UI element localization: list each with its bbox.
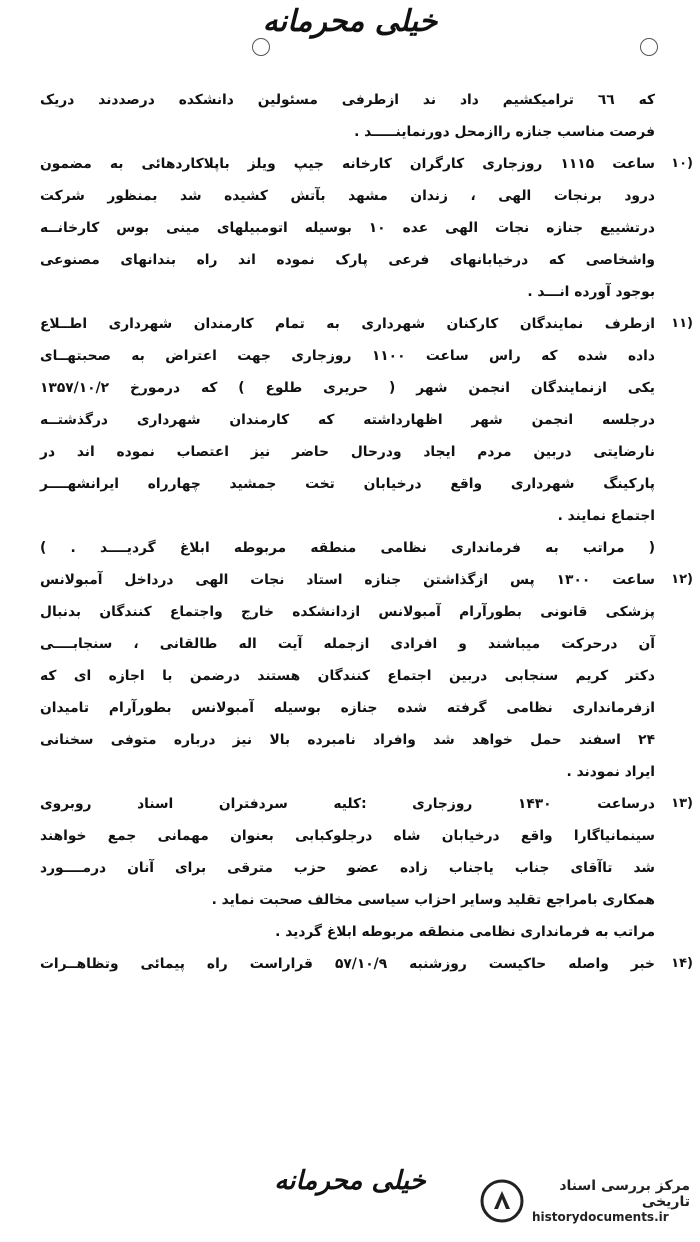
line-text: ازفرمانداری نظامی گرفته شده جنازه بوسیله آمبولانس بطورآرام تامیدان: [40, 700, 655, 716]
line-text: درتشییع جنازه نجات الهی عده ۱۰ بوسیله اتومبیلهای مینی بوس کارخانــه: [40, 220, 655, 236]
text-line: [40, 308, 693, 340]
text-line: [40, 724, 655, 756]
text-line: [40, 116, 655, 148]
line-text: فرصت مناسب جنازه راازمحل دورنماینـــــد .: [354, 124, 655, 140]
text-line: [40, 212, 655, 244]
text-line: [40, 340, 655, 372]
item-number: (۱۱: [671, 316, 693, 331]
line-text: داده شده که راس ساعت ۱۱۰۰ روزجاری جهت اعتراض به صحبتهــای: [40, 348, 655, 364]
text-line: [40, 468, 655, 500]
line-text: یکی ازنمایندگان انجمن شهر ( حریری طلوع ) که درمورخ ۱۳۵۷/۱۰/۲: [40, 380, 655, 396]
line-text: درساعت ۱۴۳۰ روزجاری :کلیه سردفتران اسناد روبروی: [40, 796, 655, 812]
line-text: ۲۴ اسفند حمل خواهد شد وافراد نامبرده بالا نیز درباره متوفی سخنانی: [40, 732, 655, 748]
line-text: نارضایتی دربین مردم ایجاد ودرحال حاضر نیز اعتصاب نموده اند در: [40, 444, 655, 460]
line-text: ایراد نمودند .: [566, 764, 655, 780]
text-line: [40, 276, 655, 308]
watermark-url: historydocuments.ir: [532, 1210, 669, 1224]
classification-stamp-top: خیلی محرمانه: [262, 4, 438, 39]
text-line: [40, 180, 655, 212]
text-line: [40, 84, 655, 116]
line-text: مراتب به فرمانداری نظامی منطقه مربوطه ابلاغ گردید .: [275, 924, 655, 940]
punch-hole-mark: [252, 38, 270, 56]
line-text: بوجود آورده انـــد .: [527, 284, 655, 300]
archive-watermark: [480, 1168, 690, 1234]
text-line: [40, 692, 655, 724]
line-text: دکتر کریم سنجابی دربین اجتماع کنندگان هستند درضمن با اجازه ای که: [40, 668, 655, 684]
text-line: [40, 788, 693, 820]
line-text: واشخاصی که درخیابانهای فرعی پارک نموده اند راه بندانهای مصنوعی: [40, 252, 655, 268]
text-line: [40, 660, 655, 692]
line-text: ساعت ۱۱۱۵ روزجاری کارگران کارخانه جیپ ویلز باپلاکاردهائی به مضمون: [40, 156, 655, 172]
text-line: [40, 948, 693, 980]
text-line: [40, 756, 655, 788]
classification-stamp-bottom: خیلی محرمانه: [274, 1166, 426, 1196]
text-line: [40, 916, 655, 948]
text-line: [40, 596, 655, 628]
item-number: (۱۰: [671, 156, 693, 171]
item-number: (۱۲: [671, 572, 693, 587]
text-line: [40, 564, 693, 596]
line-text: خبر واصله حاکیست روزشنبه ۵۷/۱۰/۹ قراراست راه پیمائی وتظاهــرات: [40, 956, 655, 972]
line-text: سینمانیاگارا واقع درخیابان شاه درجلوکبابی بعنوان مهمانی جمع خواهند: [40, 828, 655, 844]
text-line: [40, 372, 655, 404]
line-text: پزشکی قانونی بطورآرام آمبولانس ازدانشکده خارج واجتماع کنندگان بدنبال: [40, 604, 655, 620]
line-text: درجلسه انجمن شهر اظهارداشته که کارمندان شهرداری درگذشتــه: [40, 412, 655, 428]
text-line: [40, 532, 655, 564]
punch-hole-mark: [640, 38, 658, 56]
text-line: [40, 884, 655, 916]
item-number: (۱۴: [671, 956, 693, 971]
line-text: همکاری بامراجع تقلید وسایر احزاب سیاسی مخالف صحبت نماید .: [211, 892, 655, 908]
line-text: ازطرف نمایندگان کارکنان شهرداری به تمام کارمندان شهرداری اطــلاع: [40, 316, 655, 332]
text-line: [40, 436, 655, 468]
text-line: [40, 628, 655, 660]
line-text: اجتماع نمایند .: [557, 508, 655, 524]
line-text: شد تاآقای جناب یاجناب زاده عضو حزب مترقی برای آنان درمــــورد: [40, 860, 655, 876]
text-line: [40, 820, 655, 852]
line-text: درود برنجات الهی ، زندان مشهد بآتش کشیده شد بمنظور شرکت: [40, 188, 655, 204]
text-line: [40, 500, 655, 532]
text-line: [40, 852, 655, 884]
line-text: ( مراتب به فرمانداری نظامی منطقه مربوطه ابلاغ گردیــــد . ): [40, 540, 655, 556]
document-body: [40, 84, 693, 980]
watermark-name: مرکز بررسی اسناد تاریخی: [559, 1178, 690, 1210]
text-line: [40, 404, 655, 436]
archive-logo-icon: [480, 1179, 524, 1223]
item-number: (۱۳: [671, 796, 693, 811]
line-text: که ٦٦ ترامیکشیم داد ند ازطرفی مسئولین دانشکده درصددند دریک: [40, 92, 655, 108]
line-text: آن درحرکت میباشند و افرادی ازجمله آیت اله طالقانی ، سنجابــــی: [40, 636, 655, 652]
line-text: ساعت ۱۳۰۰ پس ازگذاشتن جنازه استاد نجات الهی درداخل آمبولانس: [40, 572, 655, 588]
text-line: [40, 244, 655, 276]
line-text: پارکینگ شهرداری واقع درخیابان تخت جمشید چهارراه ایرانشهــــر: [40, 476, 655, 492]
text-line: [40, 148, 693, 180]
